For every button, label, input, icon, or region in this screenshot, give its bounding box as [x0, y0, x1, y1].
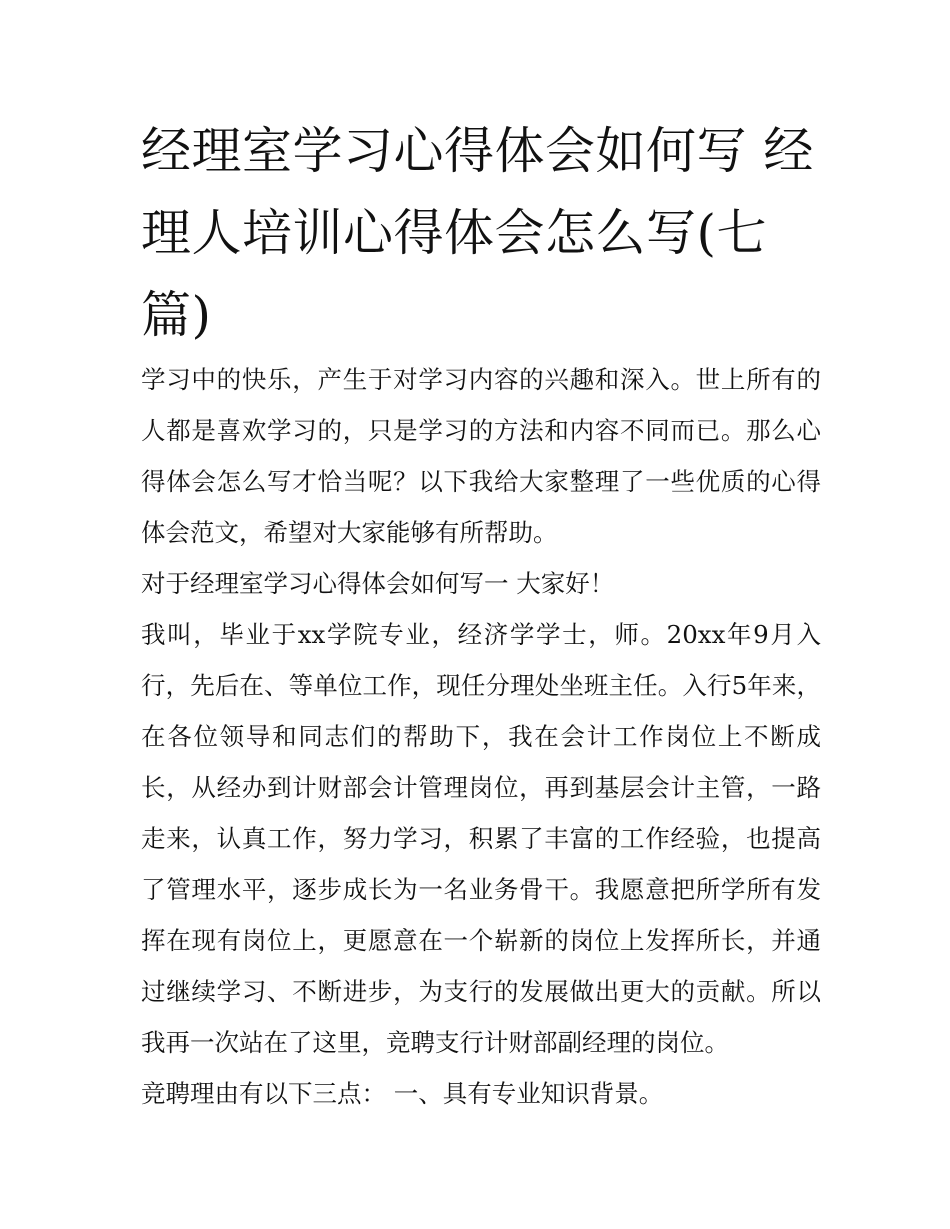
document-body	[141, 354, 821, 1119]
paragraph-intro: 学习中的快乐，产生于对学习内容的兴趣和深入。世上所有的人都是喜欢学习的，只是学习的方法和内容不同而已。那么心得体会怎么写才恰当呢？以下我给大家整理了一些优质的心得体会范文，希望对大家能够有所帮助。	[141, 365, 821, 547]
paragraph-self-introduction: 我叫，毕业于xx学院专业，经济学学士，师。20xx年9月入行，先后在、等单位工作，现任分理处坐班主任。入行5年来，在各位领导和同志们的帮助下，我在会计工作岗位上不断成长，从经办到计财部会计管理岗位，再到基层会计主管，一路走来，认真工作，努力学习，积累了丰富的工作经验，也提高了管理水平，逐步成长为一名业务骨干。我愿意把所学所有发挥在现有岗位上，更愿意在一个崭新的岗位上发挥所长，并通过继续学习、不断进步，为支行的发展做出更大的贡献。所以我再一次站在了这里，竞聘支行计财部副经理的岗位。	[141, 620, 821, 1057]
paragraph-greeting: 对于经理室学习心得体会如何写一 大家好！	[141, 569, 615, 598]
document-title: 经理室学习心得体会如何写 经理人培训心得体会怎么写(七篇)	[141, 122, 814, 344]
paragraph-reasons: 竞聘理由有以下三点： 一、具有专业知识背景。	[141, 1079, 664, 1108]
